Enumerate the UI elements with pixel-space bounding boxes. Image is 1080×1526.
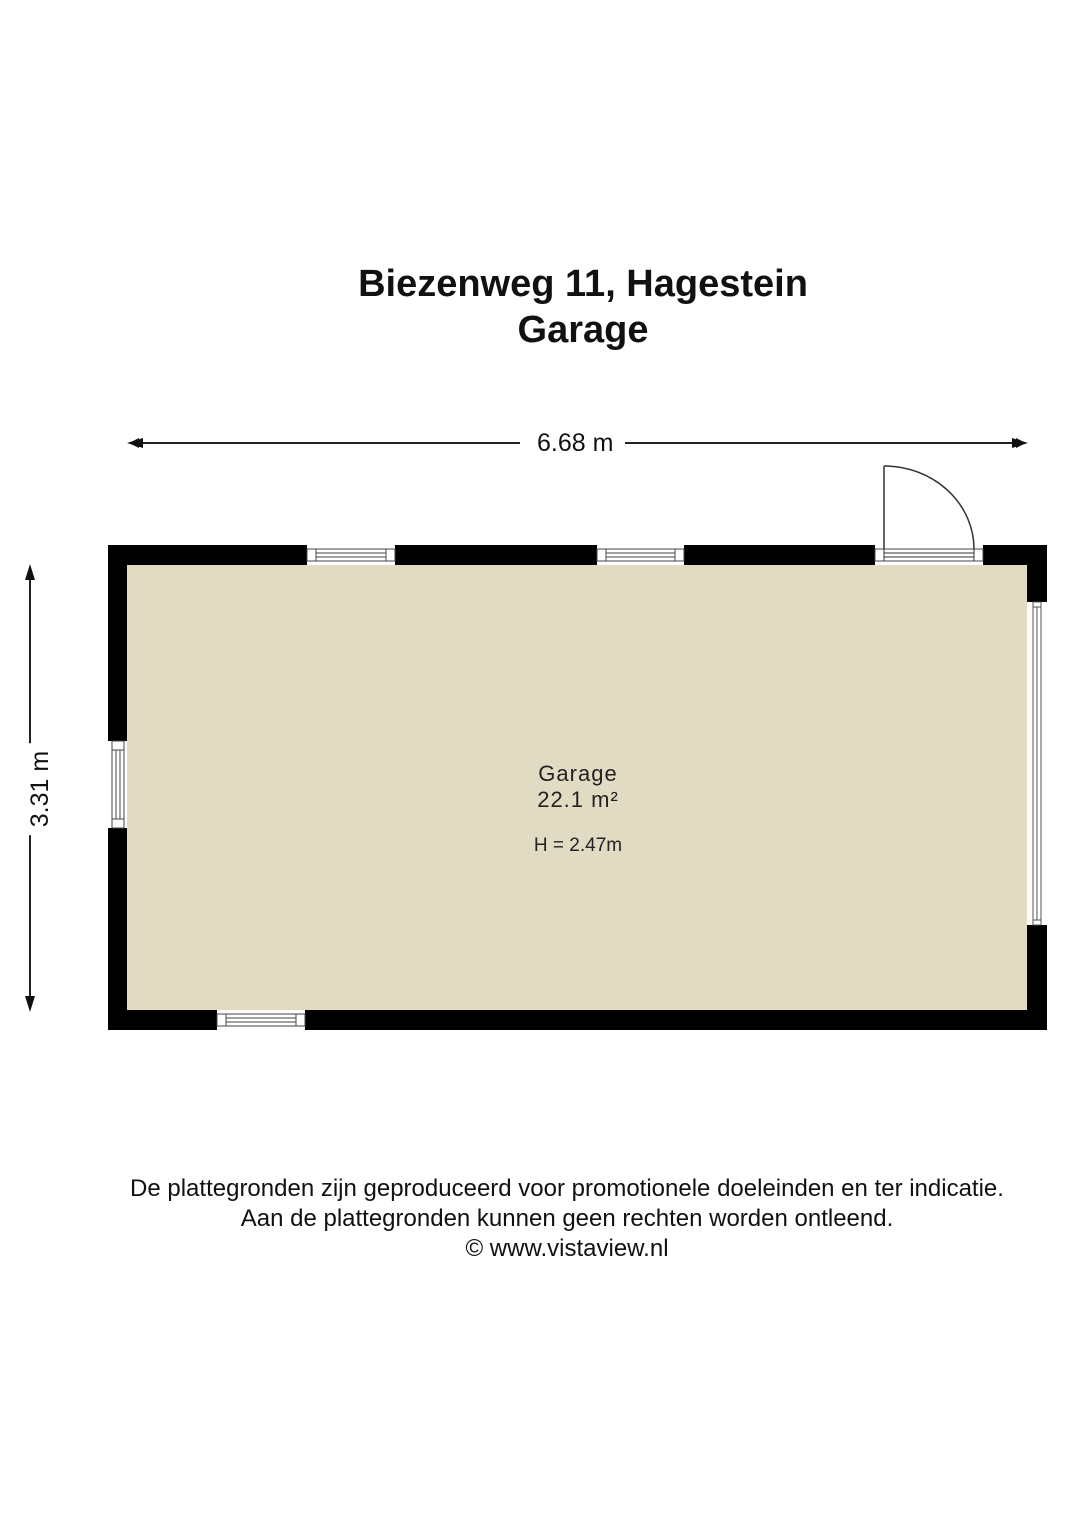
window-top-1 <box>307 549 395 561</box>
copyright-link: © www.vistaview.nl <box>465 1235 669 1262</box>
room-name: Garage <box>538 761 618 786</box>
window-bottom <box>217 1014 305 1026</box>
door-top <box>875 466 983 561</box>
depth-dimension-label: 3.31 m <box>25 743 55 835</box>
room-label-garage <box>428 761 728 857</box>
room-area: 22.1 m² <box>537 787 619 812</box>
floor-title: Garage <box>517 309 649 351</box>
room-height: H = 2.47m <box>533 835 623 856</box>
garage-door-right <box>1033 602 1041 925</box>
window-left <box>112 741 124 828</box>
address-title: Biezenweg 11, Hagestein <box>358 263 808 305</box>
window-top-2 <box>597 549 684 561</box>
width-dimension-label: 6.68 m <box>529 428 621 458</box>
disclaimer-line-2: Aan de plattegronden kunnen geen rechten worden ontleend. <box>240 1205 894 1232</box>
disclaimer-line-1: De plattegronden zijn geproduceerd voor promotionele doeleinden en ter indicatie. <box>130 1175 1004 1202</box>
